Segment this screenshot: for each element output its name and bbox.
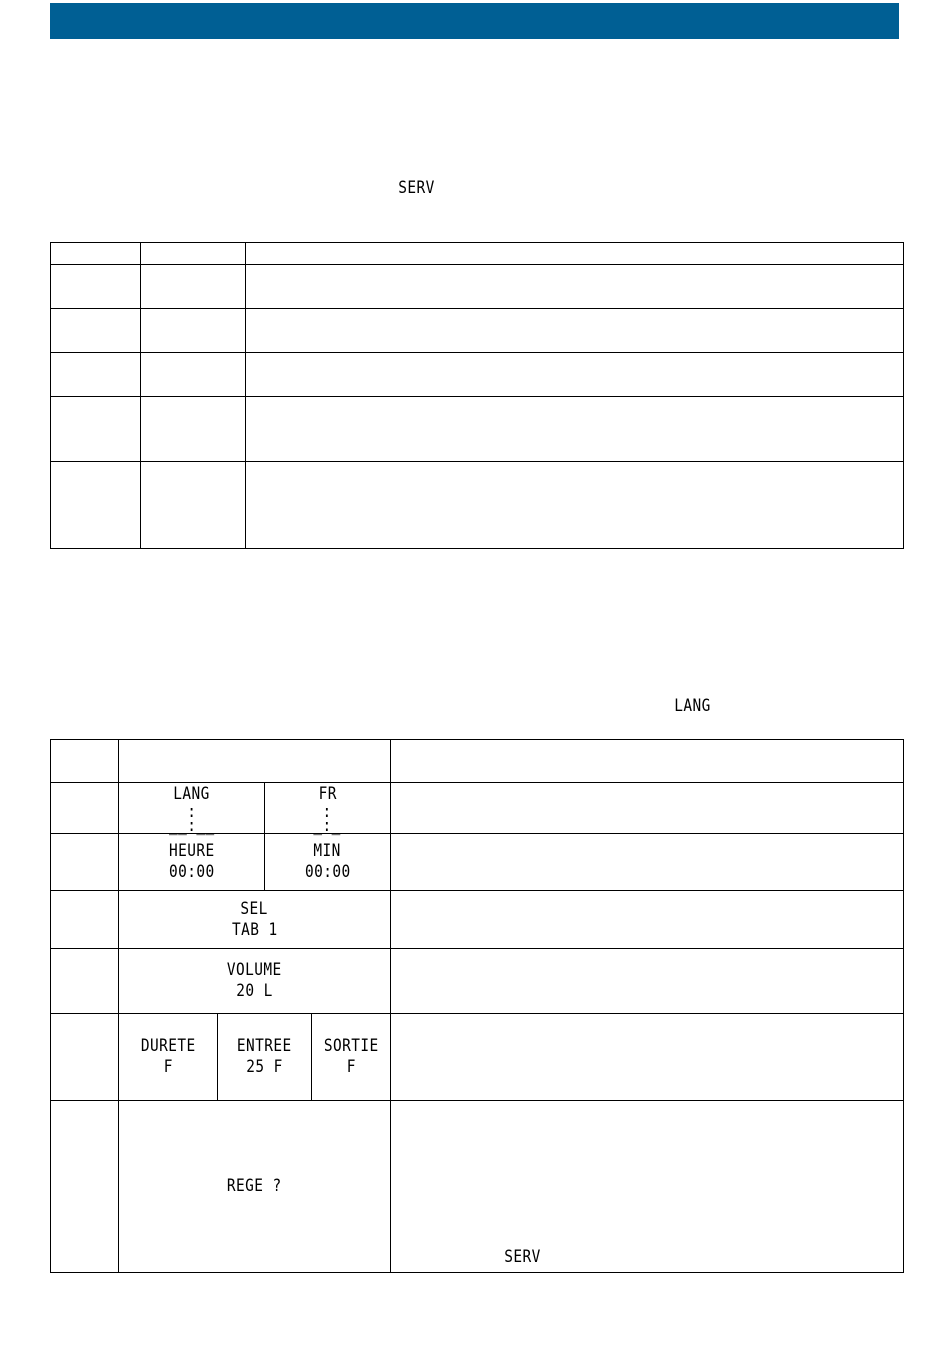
table-row (51, 243, 904, 265)
rege-display: REGE ? (227, 1176, 282, 1196)
entree-display-top: ENTREE (237, 1036, 292, 1056)
heure-display-bottom: 00:00 (168, 862, 215, 882)
table-row (51, 740, 904, 783)
min-display-top: MIN (313, 841, 342, 861)
durete-display-cell (119, 1014, 218, 1101)
volume-display-top: VOLUME (227, 960, 282, 980)
entree-display-bottom: 25 F (246, 1057, 283, 1077)
durete-display-bottom: F (163, 1057, 173, 1077)
fr-display-bottom: : _:_ (313, 801, 342, 836)
lang-display-cell (119, 783, 265, 834)
table-row (51, 265, 904, 309)
volume-display-cell (119, 949, 391, 1014)
table-row (51, 949, 904, 1014)
table-row (51, 309, 904, 353)
table-row (51, 462, 904, 549)
table-row (51, 783, 904, 834)
fr-display-cell (265, 783, 391, 834)
header-banner (50, 3, 899, 39)
table-row (51, 1101, 904, 1273)
rege-display-cell (119, 1101, 391, 1273)
fr-display-top: FR (318, 783, 337, 804)
table-row (51, 834, 904, 891)
table-row (51, 397, 904, 462)
lang-display-top: LANG (173, 783, 210, 804)
sortie-display-top: SORTIE (323, 1036, 379, 1056)
min-display-cell (265, 834, 391, 891)
min-display-bottom: 00:00 (304, 862, 351, 882)
heure-display-top: HEURE (168, 841, 215, 861)
volume-display-bottom: 20 L (236, 981, 273, 1001)
table-settings (50, 739, 904, 1273)
table-row (51, 1014, 904, 1101)
table-parameters (50, 242, 904, 549)
table-row (51, 891, 904, 949)
table-row (51, 353, 904, 397)
sel-display-top: SEL (240, 898, 269, 919)
rege-description-cell (391, 1101, 904, 1273)
heure-display-cell (119, 834, 265, 891)
entree-display-cell (218, 1014, 312, 1101)
durete-display-top: DURETE (140, 1036, 196, 1056)
sortie-display-cell (312, 1014, 391, 1101)
serv-code-inline: SERV (398, 178, 435, 198)
rege-serv-code: SERV (504, 1247, 541, 1267)
sel-display-cell (119, 891, 391, 949)
sortie-display-bottom: F (346, 1057, 356, 1077)
lang-code-inline: LANG (674, 696, 711, 716)
lang-display-bottom: : __:__ (168, 801, 215, 836)
sel-display-bottom: TAB 1 (231, 919, 278, 940)
